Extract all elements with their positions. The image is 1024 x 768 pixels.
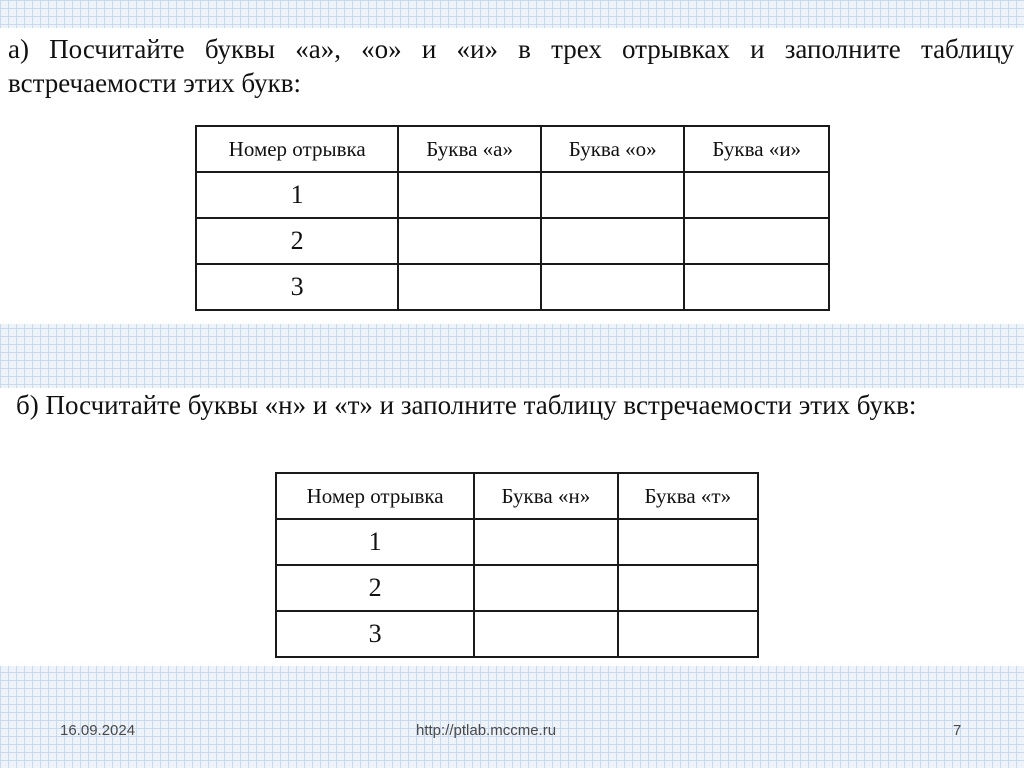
table-header-row [196, 126, 829, 172]
task-a-panel [0, 28, 1024, 324]
footer-url[interactable]: http://ptlab.mccme.ru [416, 722, 557, 739]
empty-cell [541, 172, 685, 218]
table-row [276, 611, 758, 657]
empty-cell [474, 611, 617, 657]
empty-cell [684, 218, 829, 264]
empty-cell [618, 611, 758, 657]
row-number-cell: 2 [196, 218, 398, 264]
header-cell-letter-a: Буква «а» [398, 126, 541, 172]
row-number-cell: 2 [276, 565, 474, 611]
header-cell-number: Номер отрывка [276, 473, 474, 519]
page-number: 7 [953, 722, 962, 739]
table-row [196, 172, 829, 218]
table-row [276, 565, 758, 611]
empty-cell [684, 172, 829, 218]
empty-cell [398, 264, 541, 310]
row-number-cell: 3 [196, 264, 398, 310]
task-a-table [195, 125, 830, 311]
table-header-row [276, 473, 758, 519]
empty-cell [618, 565, 758, 611]
task-b-instruction: б) Посчитайте буквы «н» и «т» и заполните таблицу встречаемости этих букв: [16, 390, 917, 420]
row-number-cell: 1 [196, 172, 398, 218]
header-cell-number: Номер отрывка [196, 126, 398, 172]
header-cell-letter-i: Буква «и» [684, 126, 829, 172]
empty-cell [684, 264, 829, 310]
table-row [196, 264, 829, 310]
empty-cell [398, 172, 541, 218]
empty-cell [541, 218, 685, 264]
table-row [196, 218, 829, 264]
footer-date: 16.09.2024 [60, 722, 136, 739]
empty-cell [541, 264, 685, 310]
row-number-cell: 1 [276, 519, 474, 565]
header-cell-letter-o: Буква «о» [541, 126, 685, 172]
header-cell-letter-t: Буква «т» [618, 473, 758, 519]
table-row [276, 519, 758, 565]
row-number-cell: 3 [276, 611, 474, 657]
empty-cell [474, 565, 617, 611]
task-b-panel [0, 388, 1024, 666]
task-b-table [275, 472, 759, 658]
header-cell-letter-n: Буква «н» [474, 473, 617, 519]
task-a-instruction: а) Посчитайте буквы «а», «о» и «и» в трех отрывках и заполните таблицу встречаемости этих букв: [8, 34, 1014, 98]
empty-cell [474, 519, 617, 565]
empty-cell [618, 519, 758, 565]
empty-cell [398, 218, 541, 264]
